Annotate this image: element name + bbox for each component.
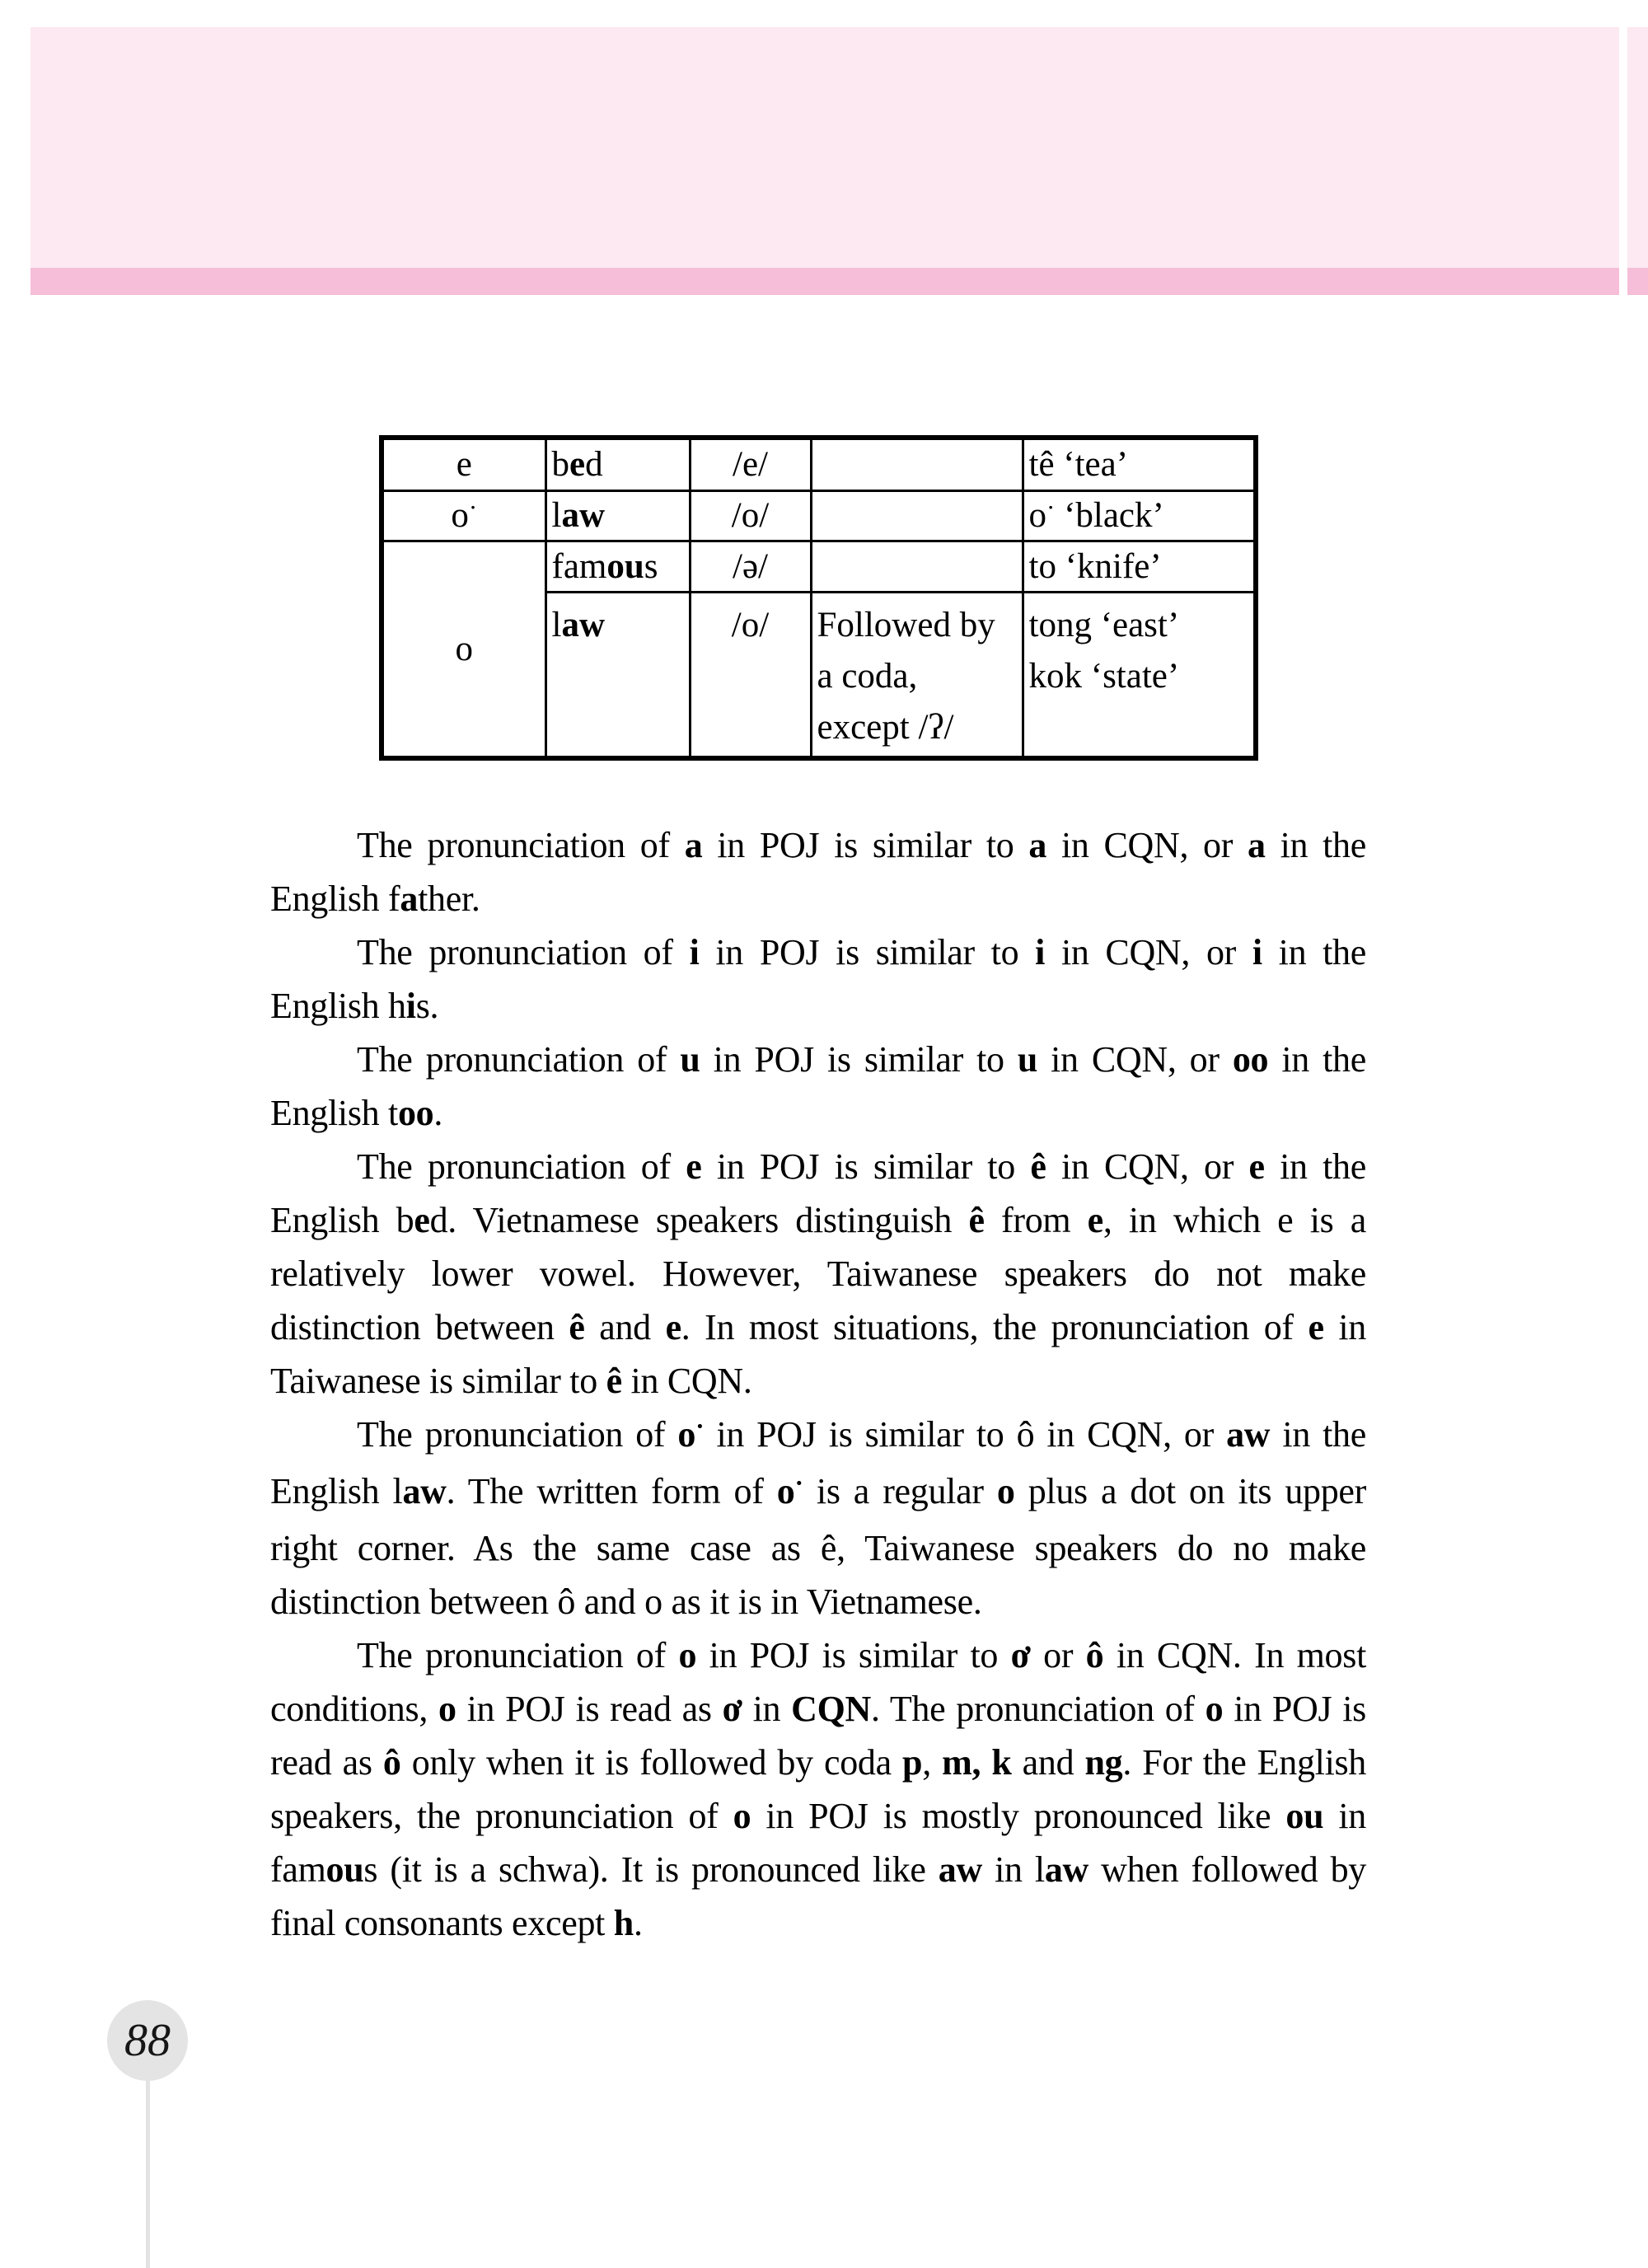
bold-run: a [1248,825,1266,865]
text-run: s (it is a schwa). It is pronounced like [363,1849,939,1890]
header-pink-block [30,27,1619,268]
text-run: , in which e is a relatively lower vowel. However, Taiwanese speakers do not make distinction between [270,1200,1367,1347]
table-cell [690,541,811,593]
text-run: in the English t [270,1039,1366,1133]
text-run: in fam [270,1796,1366,1890]
bold-run: aw [561,496,606,536]
text-run: s. [415,986,439,1026]
table-cell [382,541,545,759]
text-run: in POJ is similar to [701,1146,1031,1187]
bold-run: e [686,1146,702,1187]
text-run: d [585,445,603,485]
page-margin-line [146,2078,150,2268]
text-run: s [644,546,658,586]
text-run: only when it is followed by coda [400,1742,903,1783]
poj-dot: · [468,492,478,522]
bold-run: o [678,1635,697,1675]
text-run: a coda, [817,657,918,696]
text-run: in Taiwanese is similar to [270,1307,1366,1401]
bold-run: aw [1226,1414,1271,1455]
text-run: /ə/ [733,546,768,586]
table-cell [382,491,545,541]
bold-run: ơ [722,1689,742,1729]
paragraph [270,925,1366,1033]
table-cell [1023,438,1256,491]
text-run: to ‘knife’ [1028,546,1162,586]
text-run: The pronunciation of [357,1039,681,1080]
table-cell [690,593,811,759]
vowel-table-body [382,438,1256,758]
bold-run: ng [1084,1742,1123,1783]
text-run: l [551,606,562,644]
text-run: in POJ is similar to [702,825,1029,865]
text-run: The pronunciation of [357,825,685,865]
text-run: ther. [418,879,480,919]
table-cell [811,491,1023,541]
text-run: e [456,445,472,485]
table-cell [545,438,690,491]
header-pink-block-page-edge [1627,27,1648,268]
table-row [382,491,1256,541]
bold-run: a [1028,825,1047,865]
paragraph [270,818,1366,925]
text-run: in POJ is read as [270,1689,1366,1783]
bold-run: o [438,1689,456,1729]
bold-run: i [689,932,700,972]
bold-run: a [684,825,703,865]
text-run: . For the English speakers, the pronunciation of [270,1742,1367,1836]
bold-run: e [414,1200,430,1240]
text-run: in the English l [270,1414,1366,1511]
bold-run: ô [382,1742,401,1783]
table-cell [811,593,1023,759]
bold-run: e [1248,1146,1265,1187]
bold-run: u [1017,1039,1037,1080]
paragraph [270,1140,1366,1408]
text-run: Followed by [817,606,995,644]
text-run: in l [981,1849,1045,1890]
bold-run: i [405,986,416,1026]
text-run: ‘black’ [1055,496,1164,536]
bold-run: o [996,1471,1015,1511]
bold-run: o [677,1414,696,1455]
bold-run: o [1205,1689,1224,1729]
text-run: /o/ [731,606,770,644]
bold-run: e [665,1307,681,1347]
poj-dot: · [695,1412,705,1441]
text-run: The pronunciation of [357,1414,678,1455]
text-run: o [451,496,469,536]
bold-run: m, k [942,1742,1012,1783]
text-run: d. Vietnamese speakers distinguish [429,1200,969,1240]
bold-run: ê [1030,1146,1046,1187]
table-cell [690,491,811,541]
text-run: The pronunciation of [357,932,690,972]
table-row [382,541,1256,593]
text-run: when followed by final consonants except [270,1849,1366,1943]
bold-run: CQN [791,1689,872,1729]
paragraph [270,1408,1366,1628]
table-cell [545,491,690,541]
text-run: o [1028,496,1046,536]
text-run: /o/ [731,496,770,536]
header-pink-band-page-edge [1627,268,1648,295]
table-cell [545,593,690,759]
text-run: , [922,1742,943,1783]
bold-run: h [613,1903,634,1943]
text-run: and [584,1307,666,1347]
text-run: fam [551,546,607,586]
bold-run: aw [1044,1849,1089,1890]
paragraph [270,1033,1366,1140]
table-cell [545,541,690,593]
bold-run: ê [968,1200,985,1240]
text-run: tê ‘tea’ [1028,445,1129,485]
bold-run: oo [1232,1039,1269,1080]
text-run: in POJ is similar to [696,1635,1011,1675]
text-run: in POJ is similar to [700,1039,1018,1080]
bold-run: i [1252,932,1262,972]
bold-run: oo [397,1093,434,1133]
table-cell [382,438,545,491]
text-run: kok ‘state’ [1028,657,1180,696]
vowel-table [379,435,1258,761]
bold-run: p [902,1742,923,1783]
text-run: in CQN, or [1037,1039,1233,1080]
text-run: in CQN, or [1046,825,1248,865]
bold-run: o [733,1796,751,1836]
bold-run: aw [402,1471,447,1511]
text-run: The pronunciation of [357,1146,686,1187]
text-run: in POJ is similar to ô in CQN, or [704,1414,1227,1455]
text-run: in the English h [270,932,1366,1026]
text-run: in POJ is mostly pronounced like [751,1796,1286,1836]
bold-run: ou [606,546,644,586]
text-run: o [455,629,473,668]
text-run: in the English b [270,1146,1366,1240]
text-run: is a regular [803,1471,997,1511]
bold-run: aw [561,606,606,644]
table-cell [1023,541,1256,593]
paragraph [270,1628,1366,1950]
header-pink-band [30,268,1619,295]
text-run: in POJ is read as [456,1689,723,1729]
text-run: in CQN, or [1045,932,1252,972]
text-run: . In most situations, the pronunciation of [681,1307,1309,1347]
body-paragraphs [270,818,1366,1950]
text-run: . [633,1903,643,1943]
text-run: in [742,1689,792,1729]
table-cell [811,438,1023,491]
bold-run: e [569,445,586,485]
text-run: in CQN. In most conditions, [270,1635,1366,1729]
text-run: in the English f [270,825,1366,919]
text-run: b [551,445,569,485]
page-number-badge [107,2000,188,2081]
bold-run: a [400,879,419,919]
text-run: tong ‘east’ [1028,606,1180,644]
text-run: /e/ [733,445,768,485]
bold-run: ơ [1010,1635,1031,1675]
page-number: 88 [124,2015,171,2066]
bold-run: aw [938,1849,982,1890]
text-run: or [1030,1635,1086,1675]
bold-run: o [776,1471,795,1511]
table-cell [1023,491,1256,541]
bold-run: ou [325,1849,364,1890]
bold-run: e [1087,1200,1103,1240]
text-run: The pronunciation of [357,1635,679,1675]
bold-run: u [680,1039,700,1080]
text-run: . [433,1093,443,1133]
table-cell [811,541,1023,593]
bold-run: ou [1285,1796,1324,1836]
bold-run: i [1035,932,1046,972]
text-run: l [551,496,562,536]
text-run: in POJ is similar to [699,932,1036,972]
bold-run: ê [606,1361,622,1401]
text-run: except /ʔ/ [817,708,954,747]
bold-run: ê [569,1307,585,1347]
poj-dot: · [1046,492,1056,522]
table-cell [690,438,811,491]
text-run: in CQN, or [1046,1146,1249,1187]
text-run: and [1011,1742,1085,1783]
text-run: plus a dot on its upper right corner. As the same case as ê, Taiwanese speakers do no make distinction between ô and o as it is in Vietnamese. [270,1471,1366,1622]
text-run: . The pronunciation of [871,1689,1206,1729]
table-row [382,438,1256,491]
text-run: from [984,1200,1088,1240]
text-run: . The written form of [446,1471,777,1511]
poj-dot: · [794,1469,803,1498]
bold-run: ô [1085,1635,1104,1675]
bold-run: e [1308,1307,1324,1347]
table-cell [1023,593,1256,759]
text-run: in CQN. [621,1361,752,1401]
